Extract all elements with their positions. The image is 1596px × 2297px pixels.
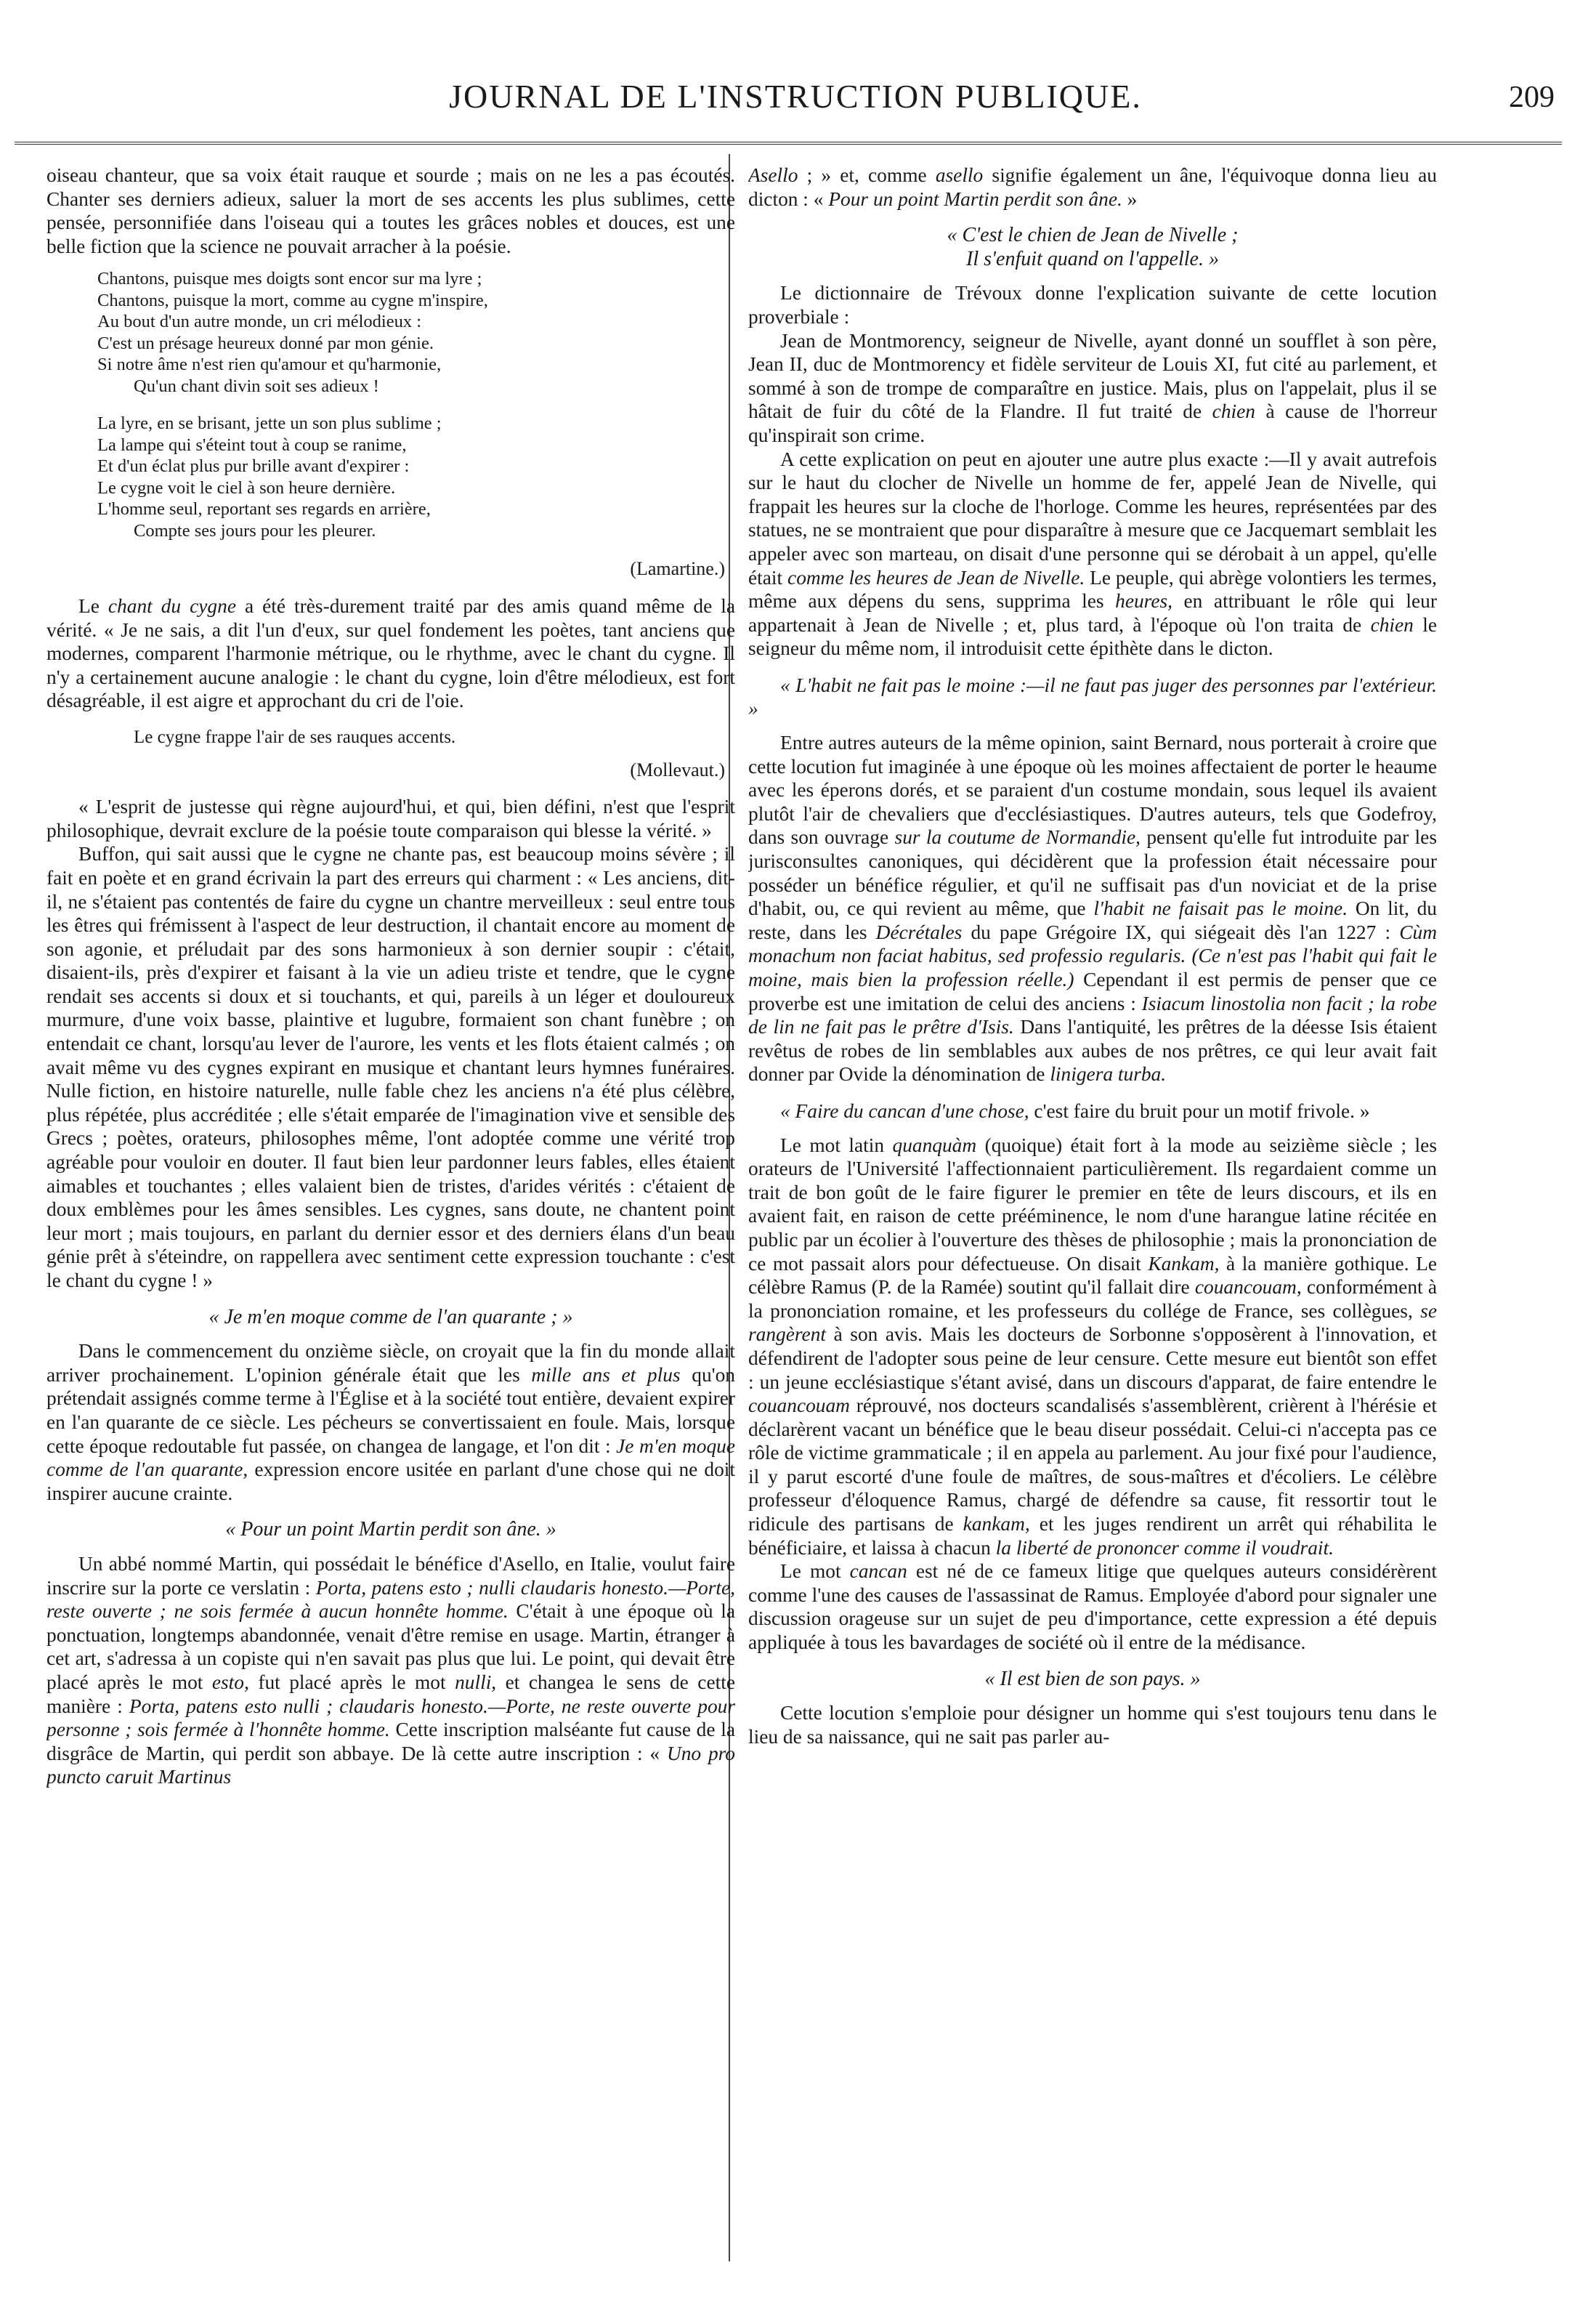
verse-line: Au bout d'un autre monde, un cri mélodieux : [97,312,422,332]
paragraph: A cette explication on peut en ajouter une autre plus exacte :—Il y avait autrefois sur le haut du clocher de Nivelle un homme de fer, appelé Jean de Nivelle, qui frappait les heures sur la cloche de l'horloge. Comme les heures, représentées par des statues, ne se montraient que pour disparaître à mesure que ce Jacquemart semblait les appeler avec son marteau, on disait d'une personne qui se dérobait à un appel, qu'elle était comme les heures de Jean de Nivelle. Le peuple, qui abrège volontiers les termes, même aux dépens du sens, supprima les heures, en attribuant le rôle qui leur appartenait à Jean de Nivelle ; et, plus tard, à l'époque où l'on traita de chien le seigneur du même nom, il introduisit cette épithète dans le dicton. [748,448,1437,660]
verse-line: La lampe qui s'éteint tout à coup se ranime, [97,435,407,455]
verse-line: L'homme seul, reportant ses regards en arrière, [97,499,431,520]
header-rule [15,142,1562,145]
verse-line: Compte ses jours pour les pleurer. [134,520,376,541]
section-heading: « L'habit ne fait pas le moine :—il ne faut pas juger des personnes par l'extérieur. » [748,674,1437,720]
paragraph: Cette locution s'emploie pour désigner un homme qui s'est toujours tenu dans le lieu de sa naissance, qui ne sait pas parler au- [748,1702,1437,1748]
verse-line: Le cygne voit le ciel à son heure dernière. [97,477,396,498]
page-header [29,67,1562,125]
verse-line: Si notre âme n'est rien qu'amour et qu'harmonie, [97,355,442,375]
section-heading: « Faire du cancan d'une chose, c'est faire du bruit pour un motif frivole. » [780,1099,1370,1122]
paragraph: Asello ; » et, comme asello signifie également un âne, l'équivoque donna lieu au dicton : « Pour un point Martin perdit son âne. » [748,164,1437,210]
paragraph: Le chant du cygne a été très-durement traité par des amis quand même de la vérité. « Je ne sais, a dit l'un d'eux, sur quel fondement les poètes, tant anciens que modernes, comparent l'harmonie métrique, ou le rhythme, avec le chant du cygne. Il n'y a certainement aucune analogie : le chant du cygne, loin d'être mélodieux, est fort désagréable, il est aigre et approchant du cri de l'oie. [46,594,735,712]
section-heading: « C'est le chien de Jean de Nivelle ; Il s'enfuit quand on l'appelle. » [947,224,1239,270]
stanza [97,268,735,397]
paragraph: Le dictionnaire de Trévoux donne l'explication suivante de cette locution proverbiale : [748,282,1437,328]
right-column [748,164,1437,2256]
verse-line: Et d'un éclat plus pur brille avant d'expirer : [97,456,410,477]
section-heading: « Il est bien de son pays. » [984,1667,1201,1690]
stanza [97,413,735,541]
running-title: JOURNAL DE L'INSTRUCTION PUBLIQUE. [449,78,1142,115]
paragraph: Jean de Montmorency, seigneur de Nivelle, ayant donné un soufflet à son père, Jean II, duc de Montmorency et fidèle serviteur de Louis XI, fut cité au parlement, et sommé à son de trompe de comparaître en justice. Mais, plus on l'appelait, plus il se hâtait de fuir du côté de la Flandre. Il fut traité de chien à cause de l'horreur qu'inspirait son crime. [748,329,1437,446]
verse-line: C'est un présage heureux donné par mon génie. [97,333,434,353]
paragraph: Le mot latin quanquàm (quoique) était fort à la mode au seizième siècle ; les orateurs de l'Université l'affectionnaient particulièrement. Ils regardaient comme un trait de bon goût de le faire figurer le premier en tête de leurs discours, et ils en avaient fait, en raison de cette prééminence, le nom d'une harangue latine récitée en public par un écolier à l'ouverture des thèses de philosophie ; mais la prononciation de ce mot passait alors pour défectueuse. On disait Kankam, à la manière gothique. Le célèbre Ramus (P. de la Ramée) soutint qu'il fallait dire couancouam, conformément à la prononciation romaine, et les professeurs du collége de France, ses collègues, se rangèrent à son avis. Mais les docteurs de Sorbonne s'opposèrent à l'innovation, et défendirent de l'adopter sous peine de leur censure. Cette mesure eut bientôt son effet : un jeune ecclésiastique s'étant avisé, dans un discours d'apparat, de faire entendre le couancouam réprouvé, nos docteurs scandalisés s'assemblèrent, crièrent à l'hérésie et déclarèrent vacant un bénéfice que le beau diseur possédait. Celui-ci n'accepta pas ce rôle de victime grammaticale ; il en appela au parlement. Au jour fixé pour l'audience, il y parut escorté d'une foule de maîtres, de sous-maîtres et d'écoliers. Le célèbre professeur d'éloquence Ramus, chargé de défendre sa cause, fit ressortir tout le ridicule des partisans de kankam, et les juges rendirent un arrêt qui réhabilita le bénéficiaire, et laissa à chacun la liberté de prononcer comme il voudrait. [748,1134,1437,1559]
paragraph: « L'esprit de justesse qui règne aujourd'hui, et qui, bien défini, n'est que l'esprit philosophique, devrait exclure de la poésie toute comparaison qui blesse la vérité. » [46,796,735,841]
page-number: 209 [1509,81,1555,114]
section-heading: « Pour un point Martin perdit son âne. » [225,1518,556,1541]
verse-line: Qu'un chant divin soit ses adieux ! [134,376,379,396]
poem-lamartine [97,268,735,541]
verse-line: Chantons, puisque la mort, comme au cygne m'inspire, [97,290,488,310]
attribution: (Mollevaut.) [630,759,725,780]
section-heading: « Je m'en moque comme de l'an quarante ; » [208,1305,573,1328]
verse-line: Le cygne frappe l'air de ses rauques accents. [134,727,456,747]
left-column [46,164,735,2256]
verse-line: La lyre, en se brisant, jette un son plus sublime ; [97,413,442,434]
paragraph: Entre autres auteurs de la même opinion, saint Bernard, nous porterait à croire que cette locution fut imaginée à une époque où les moines affectaient de porter le heaume avec les éperons dorés, et se paraient d'un costume mondain, sous lequel ils avaient plutôt l'air de chevaliers que d'ecclésiastiques. D'autres auteurs, tels que Godefroy, dans son ouvrage sur la coutume de Normandie, pensent qu'elle fut introduite par les jurisconsultes canoniques, qui décidèrent que la profession était nécessaire pour posséder un bénéfice régulier, et qu'il ne suffisait pas d'un noviciat et de la prise d'habit, ou, ce qui revient au même, que l'habit ne faisait pas le moine. On lit, du reste, dans les Décrétales du pape Grégoire IX, qui siégeait dès l'an 1227 : Cùm monachum non faciat habitus, sed professio regularis. (Ce n'est pas l'habit qui fait le moine, mais bien la profession réelle.) Cependant il est permis de penser que ce proverbe est une imitation de celui des anciens : Isiacum linostolia non facit ; la robe de lin ne fait pas le prêtre d'Isis. Dans l'antiquité, les prêtres de la déesse Isis étaient revêtus de robes de lin semblables aux aubes de nos prêtres, ce qui leur avait fait donner par Ovide la dénomination de linigera turba. [748,732,1437,1086]
paragraph: Dans le commencement du onzième siècle, on croyait que la fin du monde allait arriver prochainement. L'opinion générale était que les mille ans et plus qu'on prétendait assignés comme terme à l'Église et à la société tout entière, devaient expirer en l'an quarante de ce siècle. Les pécheurs se convertissaient en foule. Mais, lorsque cette époque redoutable fut passée, on changea de langage, et l'on dit : Je m'en moque comme de l'an quarante, expression encore usitée en parlant d'une chose qui ne doit inspirer aucune crainte. [46,1340,735,1504]
paragraph: Le mot cancan est né de ce fameux litige que quelques auteurs considérèrent comme l'une des causes de l'assassinat de Ramus. Employée d'abord pour signaler une discussion orageuse sur un sujet de peu d'importance, cette expression a été depuis appliquée à tous les bavardages de société où il entre de la médisance. [748,1560,1437,1654]
attribution: (Lamartine.) [630,558,725,580]
paragraph: Un abbé nommé Martin, qui possédait le bénéfice d'Asello, en Italie, voulut faire inscrire sur la porte ce verslatin : Porta, patens esto ; nulli claudaris honesto.—Porte, reste ouverte ; ne sois fermée à aucun honnête homme. C'était à une époque où la ponctuation, longtemps abandonnée, venait d'être remise en usage. Martin, étranger à cet art, s'adressa à un copiste qui n'en savait pas plus que lui. Le point, qui devait être placé après le mot esto, fut placé après le mot nulli, et changea le sens de cette manière : Porta, patens esto nulli ; claudaris honesto.—Porte, ne reste ouverte pour personne ; sois fermée à l'honnête homme. Cette inscription malséante fut cause de la disgrâce de Martin, qui perdit son abbaye. De là cette autre inscription : « Uno pro puncto caruit Martinus [46,1552,735,1788]
verse-line: Chantons, puisque mes doigts sont encor sur ma lyre ; [97,269,482,289]
paragraph: Buffon, qui sait aussi que le cygne ne chante pas, est beaucoup moins sévère ; il fait en poète et en grand écrivain la part des erreurs qui charment : « Les anciens, dit-il, ne s'étaient pas contentés de faire du cygne un chantre merveilleux : seul entre tous les êtres qui frémissent à l'aspect de leur destruction, il chantait encore au moment de son agonie, et préludait par des sons harmonieux à son dernier soupir : c'était, disaient-ils, près d'expirer et faisant à la vie un adieu triste et tendre, que le cygne rendait ses accents si doux et si touchants, et qui, pareils à un léger et douloureux murmure, d'une voix basse, plaintive et lugubre, formaient son chant funèbre ; on entendait ce chant, lorsqu'au lever de l'aurore, les vents et les flots étaient calmés ; on avait même vu des cygnes expirant en musique et chantant leurs hymnes funéraires. Nulle fiction, en histoire naturelle, nulle fable chez les anciens n'a été plus célèbre, plus répétée, plus accréditée ; elle s'était emparée de l'imagination vive et sensible des Grecs ; poètes, orateurs, philosophes même, l'ont adoptée comme une vérité trop agréable pour vouloir en douter. Il faut bien leur pardonner leurs fables, elles étaient aimables et touchantes ; elles valaient bien de tristes, d'arides vérités : c'étaient de doux emblèmes pour les âmes sensibles. Les cygnes, sans doute, ne chantent point leur mort ; mais toujours, en parlant du dernier essor et des derniers élans d'un beau génie prêt à s'éteindre, on rappellera avec sentiment cette expression touchante : c'est le chant du cygne ! » [46,843,735,1291]
paragraph: oiseau chanteur, que sa voix était rauque et sourde ; mais on ne les a pas écoutés. Chanter ses derniers adieux, saluer la mort de ses accents les plus sublimes, cette pensée, personnifiée dans l'oiseau qui a toutes les grâces nobles et douces, est une belle fiction que la science ne pouvait arracher à la poésie. [46,164,735,257]
